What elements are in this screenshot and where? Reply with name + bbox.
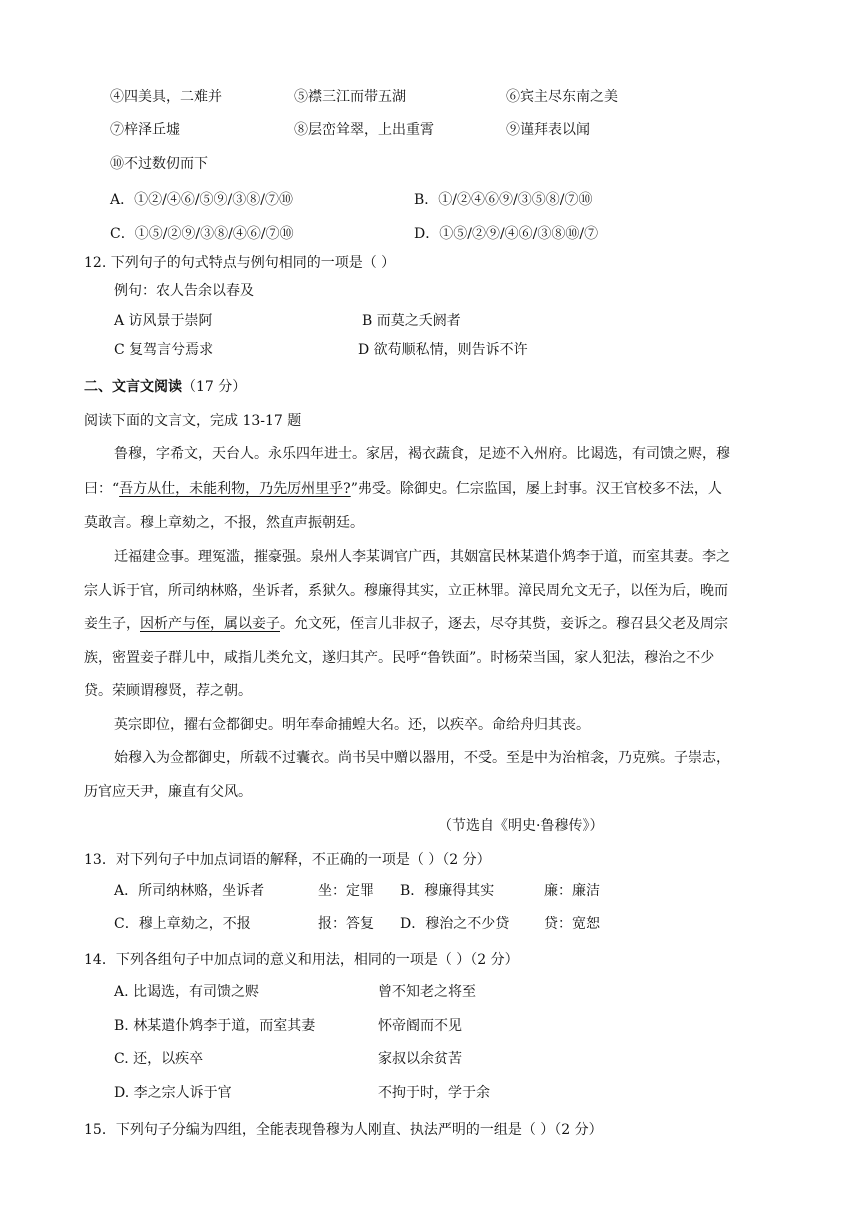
- q12-option-b: B 而莫之夭阏者: [362, 313, 461, 329]
- section-heading: [84, 376, 246, 398]
- passage-line: 历官应天尹，廉直有父风。: [84, 784, 252, 800]
- q12-stem: 12. 下列句子的句式特点与例句相同的一项是（ ）: [84, 255, 396, 271]
- passage-line: [84, 613, 728, 635]
- q13-gloss-a: 坐：定罪: [318, 883, 374, 899]
- q14-option-c: C. 还，以疾卒: [114, 1051, 204, 1067]
- q12-example: 例句：农人告余以春及: [114, 283, 254, 299]
- q12-option-a: A 访风景于崇阿: [114, 313, 213, 329]
- q14-option-a: A. 比谒选，有司馈之赆: [114, 984, 260, 1000]
- q11-option-c: C．①⑤/②⑨/③⑧/④⑥/⑦⑩: [110, 226, 294, 242]
- q14-stem: 14．下列各组句子中加点词的意义和用法，相同的一项是（ ）（2 分）: [84, 952, 519, 968]
- passage-source: （节选自《明史·鲁穆传》）: [438, 818, 604, 834]
- q14-option-b-pair: 怀帝阍而不见: [378, 1018, 462, 1034]
- q11-item-4: ④四美具，二难并: [110, 89, 222, 105]
- q12-option-c: C 复驾言兮焉求: [114, 342, 214, 358]
- q11-item-7: ⑦梓泽丘墟: [110, 122, 180, 138]
- q11-option-d: D．①⑤/②⑨/④⑥/③⑧⑩/⑦: [414, 226, 599, 242]
- passage-line: 始穆入为佥都御史，所载不过囊衣。尚书吴中赠以器用，不受。至是中为治棺衾，乃克殡。子崇志，: [114, 750, 730, 766]
- underlined-sentence: 因析产与侄，属以妾子: [140, 616, 280, 632]
- q14-option-d-pair: 不拘于时，学于余: [378, 1085, 490, 1101]
- q15-stem: 15．下列句子分编为四组，全能表现鲁穆为人刚直、执法严明的一组是（ ）（2 分）: [84, 1122, 603, 1138]
- q13-gloss-d: 贷：宽恕: [544, 916, 600, 932]
- passage-line: 宗人诉于官，所司纳林赂，坐诉者，系狱久。穆廉得其实，立正林罪。漳民周允文无子，以侄为后，晚而: [84, 583, 728, 599]
- q11-item-9: ⑨谨拜表以闻: [506, 122, 590, 138]
- q14-option-a-pair: 曾不知老之将至: [378, 984, 476, 1000]
- passage-line: 迁福建佥事。理冤滥，摧豪强。泉州人李某调官广西，其姻富民林某遣仆鸩李于道，而室其妻。李之: [114, 549, 730, 565]
- q14-option-b: B. 林某遣仆鸩李于道，而室其妻: [114, 1018, 316, 1034]
- q11-item-10: ⑩不过数仞而下: [110, 156, 208, 172]
- q13-option-a: A．所司纳林赂，坐诉者: [114, 883, 265, 899]
- q11-item-6: ⑥宾主尽东南之美: [506, 89, 618, 105]
- passage-line: 鲁穆，字希文，天台人。永乐四年进士。家居，褐衣蔬食，足迹不入州府。比谒选，有司馈之赆，穆: [114, 446, 730, 462]
- q11-option-a: A．①②/④⑥/⑤⑨/③⑧/⑦⑩: [110, 192, 293, 208]
- q13-gloss-c: 报：答复: [318, 916, 374, 932]
- passage-line: 莫敢言。穆上章劾之，不报，然直声振朝廷。: [84, 515, 364, 531]
- q13-gloss-b: 廉：廉洁: [544, 883, 600, 899]
- section-instruction: 阅读下面的文言文，完成 13-17 题: [84, 413, 302, 429]
- section-score: （17 分）: [182, 379, 247, 395]
- passage-text: 曰：“: [84, 481, 120, 497]
- passage-line: 贷。荣顾谓穆贤，荐之朝。: [84, 683, 252, 699]
- q14-option-c-pair: 家叔以余贫苦: [378, 1051, 462, 1067]
- q13-option-c: C．穆上章劾之，不报: [114, 916, 251, 932]
- q14-option-d: D. 李之宗人诉于官: [114, 1085, 232, 1101]
- q13-stem: 13．对下列句子中加点词语的解释，不正确的一项是（ ）（2 分）: [84, 852, 491, 868]
- passage-text: 妾生子，: [84, 616, 140, 632]
- section-title: 二、文言文阅读: [84, 379, 182, 395]
- passage-text: 。允文死，侄言儿非叔子，逐去，尽夺其赀，妾诉之。穆召县父老及周宗: [280, 616, 728, 632]
- passage-line: 族，密置妾子群儿中，咸指儿类允文，遂归其产。民呼“鲁铁面”。时杨荣当国，家人犯法，穆治之不少: [84, 650, 715, 666]
- q11-option-b: B．①/②④⑥⑨/③⑤⑧/⑦⑩: [414, 192, 593, 208]
- passage-text: ”弗受。除御史。仁宗监国，屡上封事。汉王官校多不法，人: [350, 481, 722, 497]
- q13-option-d: D．穆治之不少贷: [400, 916, 510, 932]
- q11-item-5: ⑤襟三江而带五湖: [294, 89, 406, 105]
- underlined-sentence: 吾方从仕，未能利物，乃先厉州里乎?: [119, 481, 351, 497]
- q13-option-b: B．穆廉得其实: [400, 883, 495, 899]
- q12-option-d: D 欲苟顺私情，则告诉不许: [358, 342, 528, 358]
- passage-line: [84, 478, 722, 500]
- passage-line: 英宗即位，擢右佥都御史。明年奉命捕蝗大名。还，以疾卒。命给舟归其丧。: [114, 717, 590, 733]
- q11-item-8: ⑧层峦耸翠，上出重霄: [294, 122, 434, 138]
